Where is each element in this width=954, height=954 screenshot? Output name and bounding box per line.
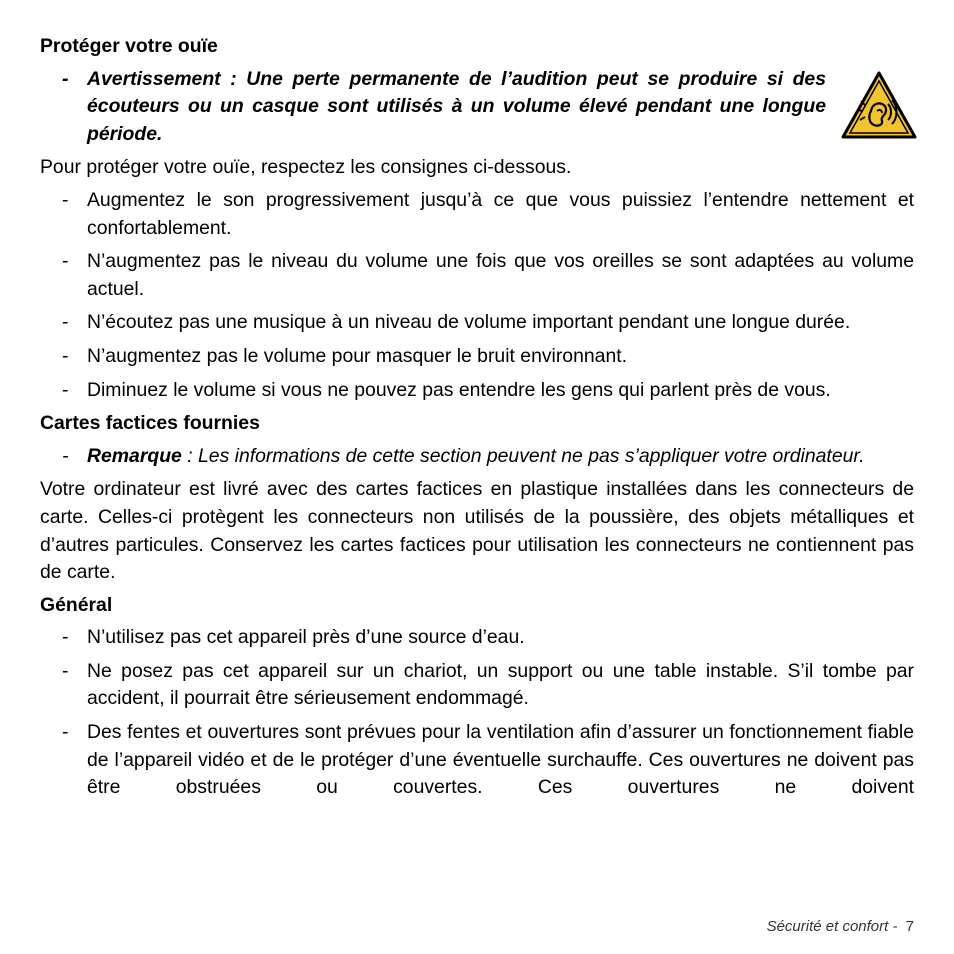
hearing-item-text: Augmentez le son progressivement jusqu’à ce que vous puissiez l’entendre nettement et confortablement. bbox=[87, 188, 914, 239]
section-title-general: Général bbox=[40, 593, 113, 616]
hearing-warning-text: Avertissement : Une perte permanente de l’audition peut se produire si des écouteurs ou un casque sont utilisés à un volume élevé pendant une longue période. bbox=[87, 67, 826, 145]
hearing-item-text: N’augmentez pas le volume pour masquer le bruit environnant. bbox=[87, 344, 628, 367]
dummy-cards-note bbox=[40, 443, 914, 471]
note-label: Remarque bbox=[87, 444, 182, 467]
footer-label: Sécurité et confort - bbox=[766, 918, 898, 935]
hearing-item bbox=[40, 309, 914, 337]
section-title-dummy-cards: Cartes factices fournies bbox=[40, 412, 260, 435]
section-title-hearing: Protéger votre ouïe bbox=[40, 35, 218, 57]
hearing-intro: Pour protéger votre ouïe, respectez les consignes ci-dessous. bbox=[40, 156, 572, 179]
page-footer bbox=[767, 917, 914, 937]
bullet-dash: - bbox=[62, 444, 69, 467]
bullet-dash: - bbox=[62, 626, 69, 649]
hearing-item bbox=[40, 343, 914, 371]
page-number: 7 bbox=[905, 918, 914, 935]
hearing-item bbox=[40, 377, 914, 405]
general-item-text: Des fentes et ouvertures sont prévues pour la ventilation afin d’assurer un fonctionnement fiable de l’appareil vidéo et de le protéger d’une éventuelle surchauffe. Ces ouvertures ne doivent pas être obstruées ou couvertes. Ces ouvertures ne doivent bbox=[87, 721, 914, 799]
bullet-dash: - bbox=[62, 378, 69, 401]
general-item-text: N’utilisez pas cet appareil près d’une source d’eau. bbox=[87, 626, 525, 649]
general-item bbox=[40, 719, 914, 802]
hearing-warning-icon bbox=[841, 71, 917, 139]
hearing-item bbox=[40, 248, 914, 303]
bullet-dash: - bbox=[62, 188, 69, 211]
general-item-text: Ne posez pas cet appareil sur un chariot, un support ou une table instable. S’il tombe par accident, il pourrait être sérieusement endommagé. bbox=[87, 659, 914, 710]
hearing-item-text: Diminuez le volume si vous ne pouvez pas entendre les gens qui parlent près de vous. bbox=[87, 378, 831, 401]
bullet-dash: - bbox=[62, 344, 69, 367]
hearing-item-text: N’écoutez pas une musique à un niveau de volume important pendant une longue durée. bbox=[87, 311, 851, 334]
bullet-dash: - bbox=[62, 659, 69, 682]
bullet-dash: - bbox=[62, 250, 69, 273]
bullet-dash: - bbox=[62, 67, 69, 90]
hearing-item bbox=[40, 187, 914, 242]
document-page bbox=[40, 33, 914, 808]
hearing-warning bbox=[40, 66, 826, 149]
bullet-dash: - bbox=[62, 721, 69, 744]
bullet-dash: - bbox=[62, 311, 69, 334]
general-item bbox=[40, 658, 914, 713]
hearing-item-text: N’augmentez pas le niveau du volume une fois que vos oreilles se sont adaptées au volume actuel. bbox=[87, 250, 914, 300]
note-text: : Les informations de cette section peuvent ne pas s’appliquer votre ordinateur. bbox=[181, 444, 865, 467]
hearing-warning-block bbox=[40, 66, 914, 149]
dummy-cards-body: Votre ordinateur est livré avec des cartes factices en plastique installées dans les connecteurs de carte. Celles-ci protègent les connecteurs non utilisés de la poussière, des objets métalliques et d’autres particules. Conservez les cartes factices pour utilisation les connecteurs ne contiennent pas de carte. bbox=[40, 478, 914, 584]
general-item bbox=[40, 624, 914, 652]
